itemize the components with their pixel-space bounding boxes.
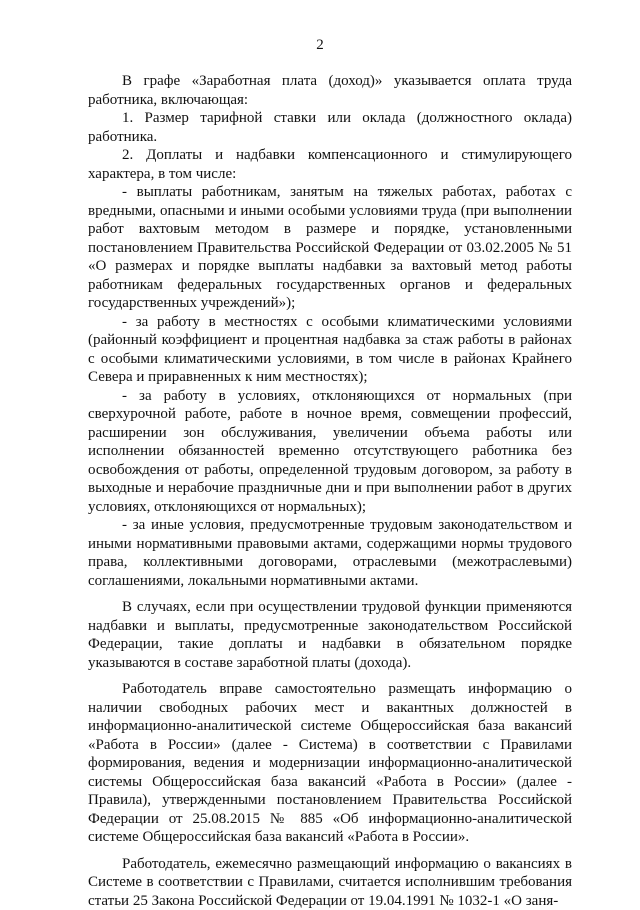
paragraph-allowances: 2. Доплаты и надбавки компенсационного и стимулирующего характера, в том числе: [88, 146, 572, 183]
page-number: 2 [0, 36, 640, 54]
paragraph-abnormal-conditions: - за работу в условиях, отклоняющихся от нормальных (при сверхурочной работе, работе в ночное время, совмещении профессий, расширении зон обслуживания, увеличении объема работы или исполнении обязанностей временно отсутствующего работника без освобождения от работы, определенной трудовым договором, за работу в выходные и нерабочие праздничные дни и при выполнении работ в других условиях, отклоняющихся от нормальных); [88, 387, 572, 517]
paragraph-hazardous-work: - выплаты работникам, занятым на тяжелых работах, работах с вредными, опасными и иными особыми условиями труда (при выполнении работ вахтовым методом в размере и порядке, установленными постановлением Правительства Российской Федерации от 03.02.2005 № 51 «О размерах и порядке выплаты надбавки за вахтовый метод работы работникам федеральных государственных органов и федеральных государственных учреждений»); [88, 183, 572, 313]
paragraph-monthly-posting: Работодатель, ежемесячно размещающий информацию о вакансиях в Системе в соответствии с Правилами, считается исполнившим требования статьи 25 Закона Российской Федерации от 19.04.1991 № 1032-1 «О заня- [88, 855, 572, 910]
paragraph-salary-heading: В графе «Заработная плата (доход)» указывается оплата труда работника, включающая: [88, 72, 572, 109]
paragraph-climate-conditions: - за работу в местностях с особыми климатическими условиями (районный коэффициент и процентная надбавка за стаж работы в районах с особыми климатическими условиями, в том числе в районах Крайнего Севера и приравненных к ним местностях); [88, 313, 572, 387]
paragraph-employer-vacancies: Работодатель вправе самостоятельно размещать информацию о наличии свободных рабочих мест и вакантных должностей в информационно-аналитической системе Общероссийская база вакансий «Работа в России» (далее - Система) в соответствии с Правилами формирования, ведения и модернизации информационно-аналитической системы Общероссийская база вакансий «Работа в России» (далее - Правила), утвержденными постановлением Правительства Российской Федерации от 25.08.2015 № 885 «Об информационно-аналитической системе Общероссийская база вакансий «Работа в России». [88, 680, 572, 847]
paragraph-mandatory-allowances: В случаях, если при осуществлении трудовой функции применяются надбавки и выплаты, предусмотренные законодательством Российской Федерации, такие доплаты и надбавки в обязательном порядке указываются в составе заработной платы (дохода). [88, 598, 572, 672]
paragraph-tariff-rate: 1. Размер тарифной ставки или оклада (должностного оклада) работника. [88, 109, 572, 146]
document-body [88, 72, 572, 910]
paragraph-other-conditions: - за иные условия, предусмотренные трудовым законодательством и иными нормативными правовыми актами, содержащими нормы трудового права, коллективными договорами, отраслевыми (межотраслевыми) соглашениями, локальными нормативными актами. [88, 516, 572, 590]
